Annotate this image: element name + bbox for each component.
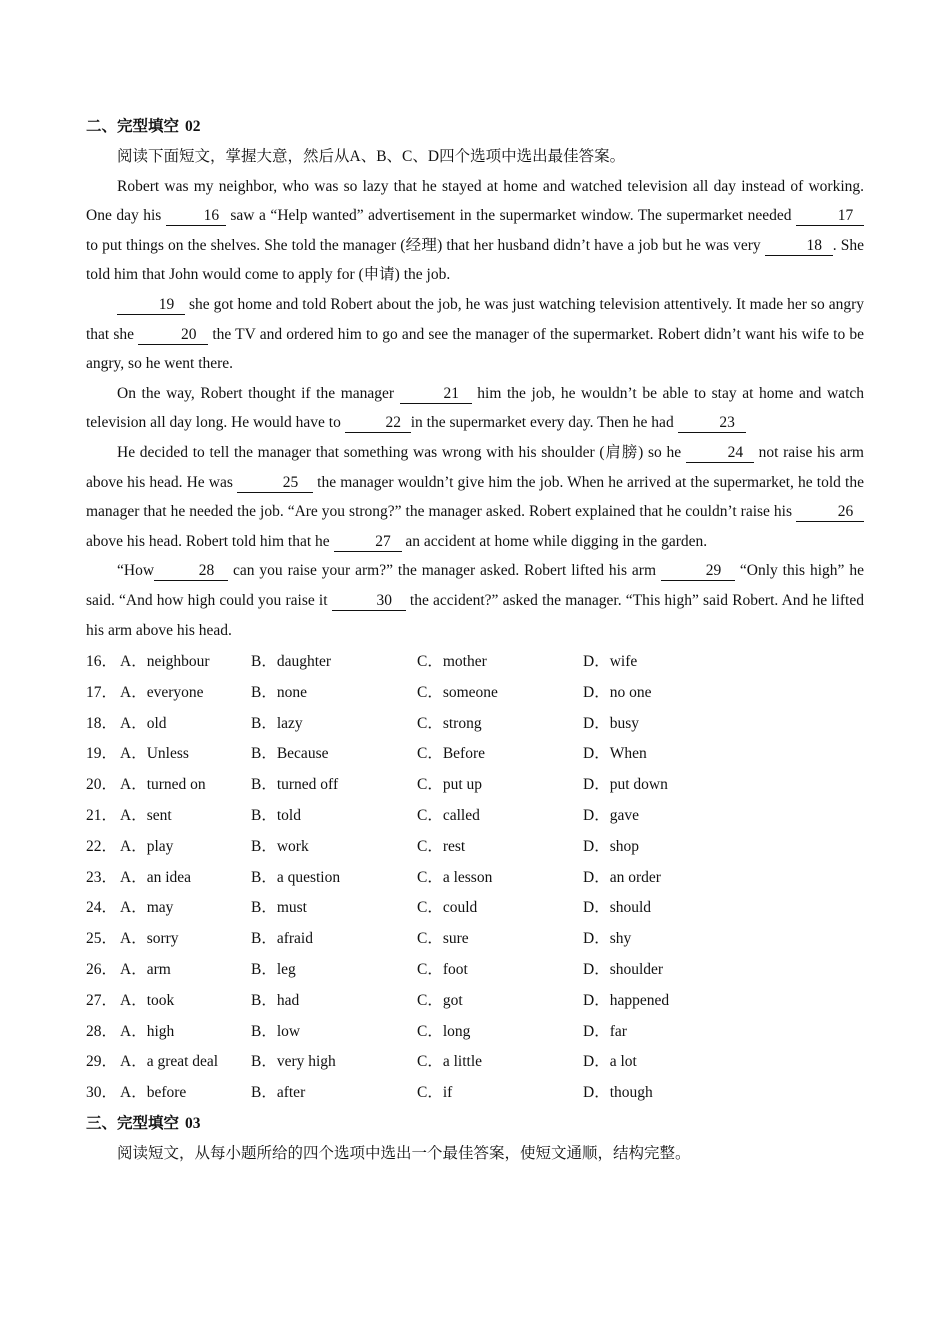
section-2-number: 02 [185, 118, 201, 135]
option-d: D．shoulder [583, 961, 664, 979]
section-3-title: 三、完型填空 [86, 1115, 180, 1133]
option-row [86, 924, 864, 955]
option-b: B．Because [251, 745, 329, 763]
option-c: C．got [417, 991, 463, 1009]
blank-28: 28 [154, 562, 228, 581]
passage-text: the accident?” asked the manager. “This high” said Robert. And he lifted his arm above his head. [86, 591, 864, 639]
blank-24: 24 [686, 444, 754, 463]
question-number: 20． [86, 776, 118, 794]
passage-text: above his head. Robert told him that he [86, 532, 334, 550]
question-number: 16． [86, 653, 118, 671]
passage-text: the manager wouldn’t give him the job. When he arrived at the supermarket, he told the manager that he needed the job. “Are you strong?” the manager asked. Robert explained that he couldn’t raise his [86, 473, 864, 521]
option-a: A．Unless [120, 745, 189, 763]
blank-30: 30 [332, 592, 406, 611]
option-d: D．though [583, 1084, 653, 1102]
passage-text: He decided to tell the manager that something was wrong with his shoulder (肩膀) so he [117, 443, 686, 461]
option-a: A．high [120, 1022, 175, 1040]
blank-19: 19 [117, 296, 185, 315]
option-d: D．no one [583, 683, 652, 701]
option-b: B．daughter [251, 653, 332, 671]
question-number: 19． [86, 745, 118, 763]
passage-paragraph-4 [86, 438, 864, 556]
blank-18: 18 [765, 237, 833, 256]
option-c: C．mother [417, 653, 487, 671]
option-row [86, 893, 864, 924]
passage-text: “How [117, 562, 155, 580]
blank-23: 23 [678, 414, 746, 433]
section-3-number: 03 [185, 1115, 201, 1133]
blank-26: 26 [796, 503, 864, 522]
question-number: 22． [86, 837, 118, 855]
passage-text: On the way, Robert thought if the manager [117, 384, 400, 402]
question-number: 24． [86, 899, 118, 917]
passage-paragraph-1 [86, 172, 864, 290]
option-b: B．had [251, 991, 300, 1009]
question-number: 25． [86, 930, 118, 948]
question-number: 30． [86, 1084, 118, 1102]
passage-text: she got home and told Robert about the job, he was just watching television attentively. It made her so angry that she [86, 295, 864, 343]
option-d: D．happened [583, 991, 670, 1009]
option-d: D．a lot [583, 1053, 637, 1071]
passage-text: saw a “Help wanted” advertisement in the supermarket window. The supermarket needed [225, 207, 797, 225]
option-a: A．neighbour [120, 653, 210, 671]
option-row [86, 1078, 864, 1109]
blank-21: 21 [400, 385, 472, 404]
option-b: B．leg [251, 961, 296, 979]
option-a: A．an idea [120, 868, 192, 886]
option-c: C．Before [417, 745, 486, 763]
option-b: B．work [251, 837, 309, 855]
question-number: 17． [86, 683, 118, 701]
section-3-heading [86, 1109, 864, 1139]
option-d: D．far [583, 1022, 627, 1040]
question-number: 29． [86, 1053, 118, 1071]
option-c: C．called [417, 807, 480, 825]
option-row [86, 739, 864, 770]
passage-text: “Only this high” he said. “And how high could you raise it [86, 562, 864, 609]
option-a: A．everyone [120, 683, 204, 701]
option-d: D．shy [583, 930, 632, 948]
option-c: C．if [417, 1084, 453, 1102]
option-row [86, 986, 864, 1017]
passage-text: the TV and ordered him to go and see the manager of the supermarket. Robert didn’t want his wife to be angry, so he went there. [86, 325, 865, 373]
option-a: A．before [120, 1084, 187, 1102]
document-page [86, 112, 864, 1169]
option-a: A．play [120, 837, 174, 855]
option-b: B．afraid [251, 930, 313, 948]
option-b: B．lazy [251, 714, 303, 732]
passage-text: to put things on the shelves. She told the manager (经理) that her husband didn’t have a job but he was very [86, 236, 765, 254]
passage-text: an accident at home while digging in the garden. [401, 532, 708, 550]
option-d: D．an order [583, 868, 661, 886]
option-d: D．busy [583, 714, 639, 732]
option-b: B．very high [251, 1053, 336, 1071]
option-c: C．a little [417, 1053, 483, 1071]
option-row [86, 1047, 864, 1078]
passage-text: him the job, he wouldn’t be able to stay at home and watch television all day long. He would have to [86, 384, 865, 432]
option-a: A．old [120, 714, 167, 732]
passage-text: can you raise your arm?” the manager asked. Robert lifted his arm [228, 562, 661, 580]
question-number: 18． [86, 714, 118, 732]
option-d: D．shop [583, 837, 639, 855]
option-d: D．put down [583, 776, 668, 794]
option-c: C．someone [417, 683, 498, 701]
option-row [86, 770, 864, 801]
option-b: B．must [251, 899, 307, 917]
option-c: C．foot [417, 961, 468, 979]
option-a: A．sorry [120, 930, 179, 948]
option-row [86, 709, 864, 740]
option-d: D．should [583, 899, 652, 917]
blank-22: 22 [345, 414, 411, 433]
option-row [86, 832, 864, 863]
section-2-heading [86, 112, 864, 142]
option-b: B．told [251, 807, 301, 825]
option-b: B．turned off [251, 776, 339, 794]
answer-options [86, 647, 864, 1109]
option-d: D．wife [583, 653, 638, 671]
blank-17: 17 [796, 207, 864, 226]
passage-paragraph-3 [86, 379, 864, 438]
option-a: A．sent [120, 807, 172, 825]
option-row [86, 647, 864, 678]
option-a: A．turned on [120, 776, 206, 794]
passage-text: Robert was my neighbor, who was so lazy that he stayed at home and watched television all day instead of working. One day his [86, 177, 864, 225]
option-a: A．took [120, 991, 175, 1009]
option-b: B．after [251, 1084, 306, 1102]
option-a: A．a great deal [120, 1053, 219, 1071]
option-c: C．rest [417, 837, 466, 855]
option-b: B．none [251, 683, 307, 701]
passage-paragraph-5 [86, 556, 864, 645]
blank-25: 25 [237, 474, 313, 493]
option-c: C．a lesson [417, 868, 493, 886]
question-number: 27． [86, 991, 118, 1009]
option-row [86, 801, 864, 832]
option-b: B．a question [251, 868, 341, 886]
option-row [86, 1017, 864, 1048]
option-a: A．arm [120, 961, 171, 979]
question-number: 21． [86, 807, 118, 825]
option-d: D．gave [583, 807, 639, 825]
blank-27: 27 [334, 533, 402, 552]
section-2-instruction: 阅读下面短文，掌握大意，然后从A、B、C、D四个选项中选出最佳答案。 [117, 148, 626, 165]
option-c: C．could [417, 899, 478, 917]
option-b: B．low [251, 1022, 301, 1040]
passage-text: not raise his arm above his head. He was [86, 443, 864, 491]
option-d: D．When [583, 745, 647, 763]
blank-16: 16 [166, 207, 226, 226]
passage-paragraph-2 [86, 290, 864, 379]
passage-text: . She told him that John would come to apply for (申请) the job. [86, 236, 864, 284]
blank-29: 29 [661, 562, 735, 581]
section-2-title: 二、完型填空 [86, 118, 180, 135]
passage-text: in the supermarket every day. Then he had [410, 414, 678, 432]
question-number: 23． [86, 868, 118, 886]
option-c: C．sure [417, 930, 469, 948]
option-a: A．may [120, 899, 174, 917]
blank-20: 20 [138, 326, 208, 345]
option-row [86, 678, 864, 709]
section-3-instruction: 阅读短文，从每小题所给的四个选项中选出一个最佳答案，使短文通顺，结构完整。 [117, 1145, 691, 1163]
option-row [86, 955, 864, 986]
question-number: 28． [86, 1022, 118, 1040]
option-c: C．strong [417, 714, 482, 732]
option-c: C．long [417, 1022, 471, 1040]
question-number: 26． [86, 961, 118, 979]
option-row [86, 863, 864, 894]
option-c: C．put up [417, 776, 483, 794]
